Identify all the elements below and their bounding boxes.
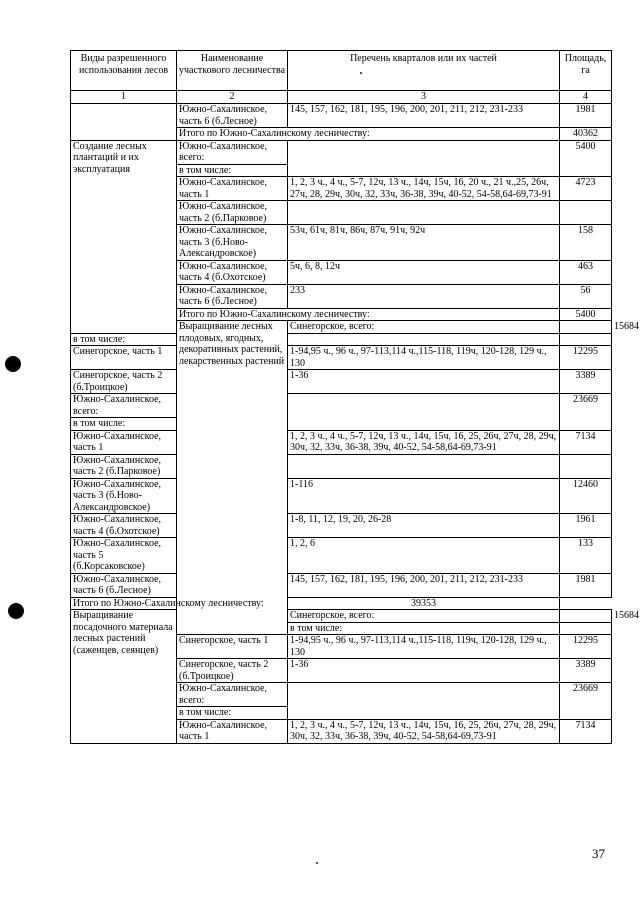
district-subnote: в том числе: — [177, 707, 288, 720]
forest-use-table — [70, 50, 639, 744]
district-cell: Синегорское, часть 2 (б.Троицкое) — [177, 659, 288, 683]
district-cell: Южно-Сахалинское, часть 1 — [71, 430, 177, 454]
district-cell: Южно-Сахалинское, часть 6 (б.Лесное) — [177, 284, 288, 308]
district-cell: Южно-Сахалинское, часть 4 (б.Охотское) — [71, 514, 177, 538]
area-cell: 4723 — [560, 177, 612, 201]
table-row — [71, 104, 612, 128]
quarters-cell — [560, 610, 612, 623]
quarters-cell: 1-8, 11, 12, 19, 20, 26-28 — [288, 514, 560, 538]
total-area: 39353 — [288, 597, 560, 610]
quarters-cell: 145, 157, 162, 181, 195, 196, 200, 201, 211, 212, 231-233 — [288, 104, 560, 128]
district-cell: Южно-Сахалинское, часть 6 (б.Лесное) — [177, 104, 288, 128]
area-cell: 12460 — [560, 478, 612, 514]
total-area: 40362 — [560, 128, 612, 141]
table-row — [71, 370, 612, 394]
quarters-cell — [560, 622, 612, 635]
table-row — [71, 573, 612, 597]
area-cell: 1961 — [560, 514, 612, 538]
quarters-cell: 53ч, 61ч, 81ч, 86ч, 87ч, 91ч, 92ч — [288, 225, 560, 261]
district-subnote: в том числе: — [288, 622, 560, 635]
table-row — [71, 454, 612, 478]
quarters-cell — [288, 683, 560, 720]
quarters-cell: 1-116 — [288, 478, 560, 514]
district-subnote: в том числе: — [71, 418, 177, 431]
table-row — [71, 538, 612, 574]
activity-cell-continued — [71, 104, 177, 141]
total-label: Итого по Южно-Сахалинскому лесничеству: — [71, 597, 288, 610]
district-cell: Южно-Сахалинское, часть 2 (б.Парковое) — [71, 454, 177, 478]
quarters-cell — [560, 321, 612, 334]
quarters-cell: 1-94,95 ч., 96 ч., 97-113,114 ч.,115-118, 119ч, 120-128, 129 ч., 130 — [288, 635, 560, 659]
district-cell: Синегорское, часть 1 — [71, 346, 177, 370]
quarters-cell: 1-36 — [288, 659, 560, 683]
district-subnote: в том числе: — [177, 164, 288, 177]
column-number: 3 — [288, 91, 560, 104]
quarters-cell: 233 — [288, 284, 560, 308]
district-cell: Южно-Сахалинское, всего: — [71, 394, 177, 418]
area-cell: 56 — [560, 284, 612, 308]
table-row: Выращивание посадочного материала лесных растений (саженцев, сеянцев) Синегорское, всего: 15684 — [71, 610, 612, 623]
area-cell: 3389 — [560, 370, 612, 394]
table-row — [71, 140, 612, 164]
district-cell: Синегорское, всего: — [288, 610, 560, 623]
total-label: Итого по Южно-Сахалинскому лесничеству: — [177, 308, 560, 321]
area-cell: 12295 — [560, 635, 612, 659]
district-cell: Южно-Сахалинское, часть 2 (б.Парковое) — [177, 201, 288, 225]
quarters-cell: 5ч, 6, 8, 12ч — [288, 260, 560, 284]
table-row: Выращивание лесных плодовых, ягодных, декоративных растений, лекарственных растений Синегорское, всего: 15684 — [71, 321, 612, 334]
punch-hole-top — [5, 356, 21, 372]
district-subnote: в том числе: — [71, 333, 177, 346]
punch-hole-bottom — [8, 603, 24, 619]
scan-speck — [316, 862, 318, 864]
total-label: Итого по Южно-Сахалинскому лесничеству: — [177, 128, 560, 141]
district-cell: Южно-Сахалинское, часть 3 (б.Ново-Александровское) — [71, 478, 177, 514]
area-cell: 133 — [560, 538, 612, 574]
quarters-cell: 1, 2, 3 ч., 4 ч., 5-7, 12ч, 13 ч., 14ч, 15ч, 16, 25, 26ч, 27ч, 28, 29ч, 30ч, 32, 33ч, 36-38, 39ч, 40-52, 54-58,64-69,73-91 — [288, 430, 560, 454]
area-cell — [560, 333, 612, 346]
total-area: 5400 — [560, 308, 612, 321]
district-cell: Южно-Сахалинское, часть 6 (б.Лесное) — [71, 573, 177, 597]
district-cell: Южно-Сахалинское, часть 5 (б.Корсаковское) — [71, 538, 177, 574]
district-cell: Южно-Сахалинское, часть 3 (б.Ново-Александровское) — [177, 225, 288, 261]
table-row — [71, 430, 612, 454]
area-cell: 1981 — [560, 104, 612, 128]
header-row — [71, 51, 612, 91]
quarters-cell — [288, 394, 560, 431]
area-cell: 3389 — [560, 659, 612, 683]
area-cell: 5400 — [560, 140, 612, 177]
table-row — [71, 333, 612, 346]
header-quarters-list: Перечень кварталов или их частей — [288, 51, 560, 91]
column-number: 4 — [560, 91, 612, 104]
district-cell: Южно-Сахалинское, всего: — [177, 140, 288, 164]
district-cell: Синегорское, всего: — [288, 321, 560, 334]
table-row — [71, 346, 612, 370]
area-cell: 7134 — [560, 719, 612, 743]
district-cell: Синегорское, часть 2 (б.Троицкое) — [71, 370, 177, 394]
quarters-cell: 1, 2, 6 — [288, 538, 560, 574]
column-numbers-row — [71, 91, 612, 104]
table-row — [71, 514, 612, 538]
quarters-cell — [288, 333, 560, 346]
activity-cell: Создание лесных плантаций и их эксплуатация — [71, 140, 177, 333]
table-row — [71, 478, 612, 514]
total-row — [71, 597, 612, 610]
page-number: 37 — [592, 846, 605, 861]
area-cell: 158 — [560, 225, 612, 261]
quarters-cell — [288, 454, 560, 478]
quarters-cell: 1, 2, 3 ч., 4 ч., 5-7, 12ч, 13 ч., 14ч, 15ч, 16, 25, 26ч, 27ч, 28, 29ч, 30ч, 32, 33ч, 36-38, 39ч, 40-52, 54-58,64-69,73-91 — [288, 719, 560, 743]
header-district-name: Наименование участкового лесничества — [177, 51, 288, 91]
quarters-cell — [288, 201, 560, 225]
column-number: 2 — [177, 91, 288, 104]
district-cell: Южно-Сахалинское, всего: — [177, 683, 288, 707]
column-number: 1 — [71, 91, 177, 104]
quarters-cell: 1, 2, 3 ч., 4 ч., 5-7, 12ч, 13 ч., 14ч, 15ч, 16, 20 ч., 21 ч.,25, 26ч, 27ч, 28, 29ч, 30ч, 32, 33ч, 36-38, 39ч, 40-52, 54-58,64-69,73-91 — [288, 177, 560, 201]
area-cell: 23669 — [560, 683, 612, 720]
quarters-cell — [288, 140, 560, 177]
table-row — [71, 394, 612, 418]
area-cell — [560, 201, 612, 225]
district-cell: Синегорское, часть 1 — [177, 635, 288, 659]
area-cell: 7134 — [560, 430, 612, 454]
header-area: Площадь, га — [560, 51, 612, 91]
area-cell: 1981 — [560, 573, 612, 597]
district-cell: Южно-Сахалинское, часть 4 (б.Охотское) — [177, 260, 288, 284]
area-cell: 23669 — [560, 394, 612, 431]
area-cell — [560, 454, 612, 478]
header-use-type: Виды разрешенного использования лесов — [71, 51, 177, 91]
quarters-cell: 1-36 — [288, 370, 560, 394]
district-cell: Южно-Сахалинское, часть 1 — [177, 719, 288, 743]
activity-cell: Выращивание лесных плодовых, ягодных, декоративных растений, лекарственных растений — [177, 321, 288, 635]
activity-cell: Выращивание посадочного материала лесных растений (саженцев, сеянцев) — [71, 610, 177, 744]
quarters-cell: 145, 157, 162, 181, 195, 196, 200, 201, 211, 212, 231-233 — [288, 573, 560, 597]
district-cell: Южно-Сахалинское, часть 1 — [177, 177, 288, 201]
area-cell: 12295 — [560, 346, 612, 370]
quarters-cell: 1-94,95 ч., 96 ч., 97-113,114 ч.,115-118, 119ч, 120-128, 129 ч., 130 — [288, 346, 560, 370]
area-cell: 463 — [560, 260, 612, 284]
